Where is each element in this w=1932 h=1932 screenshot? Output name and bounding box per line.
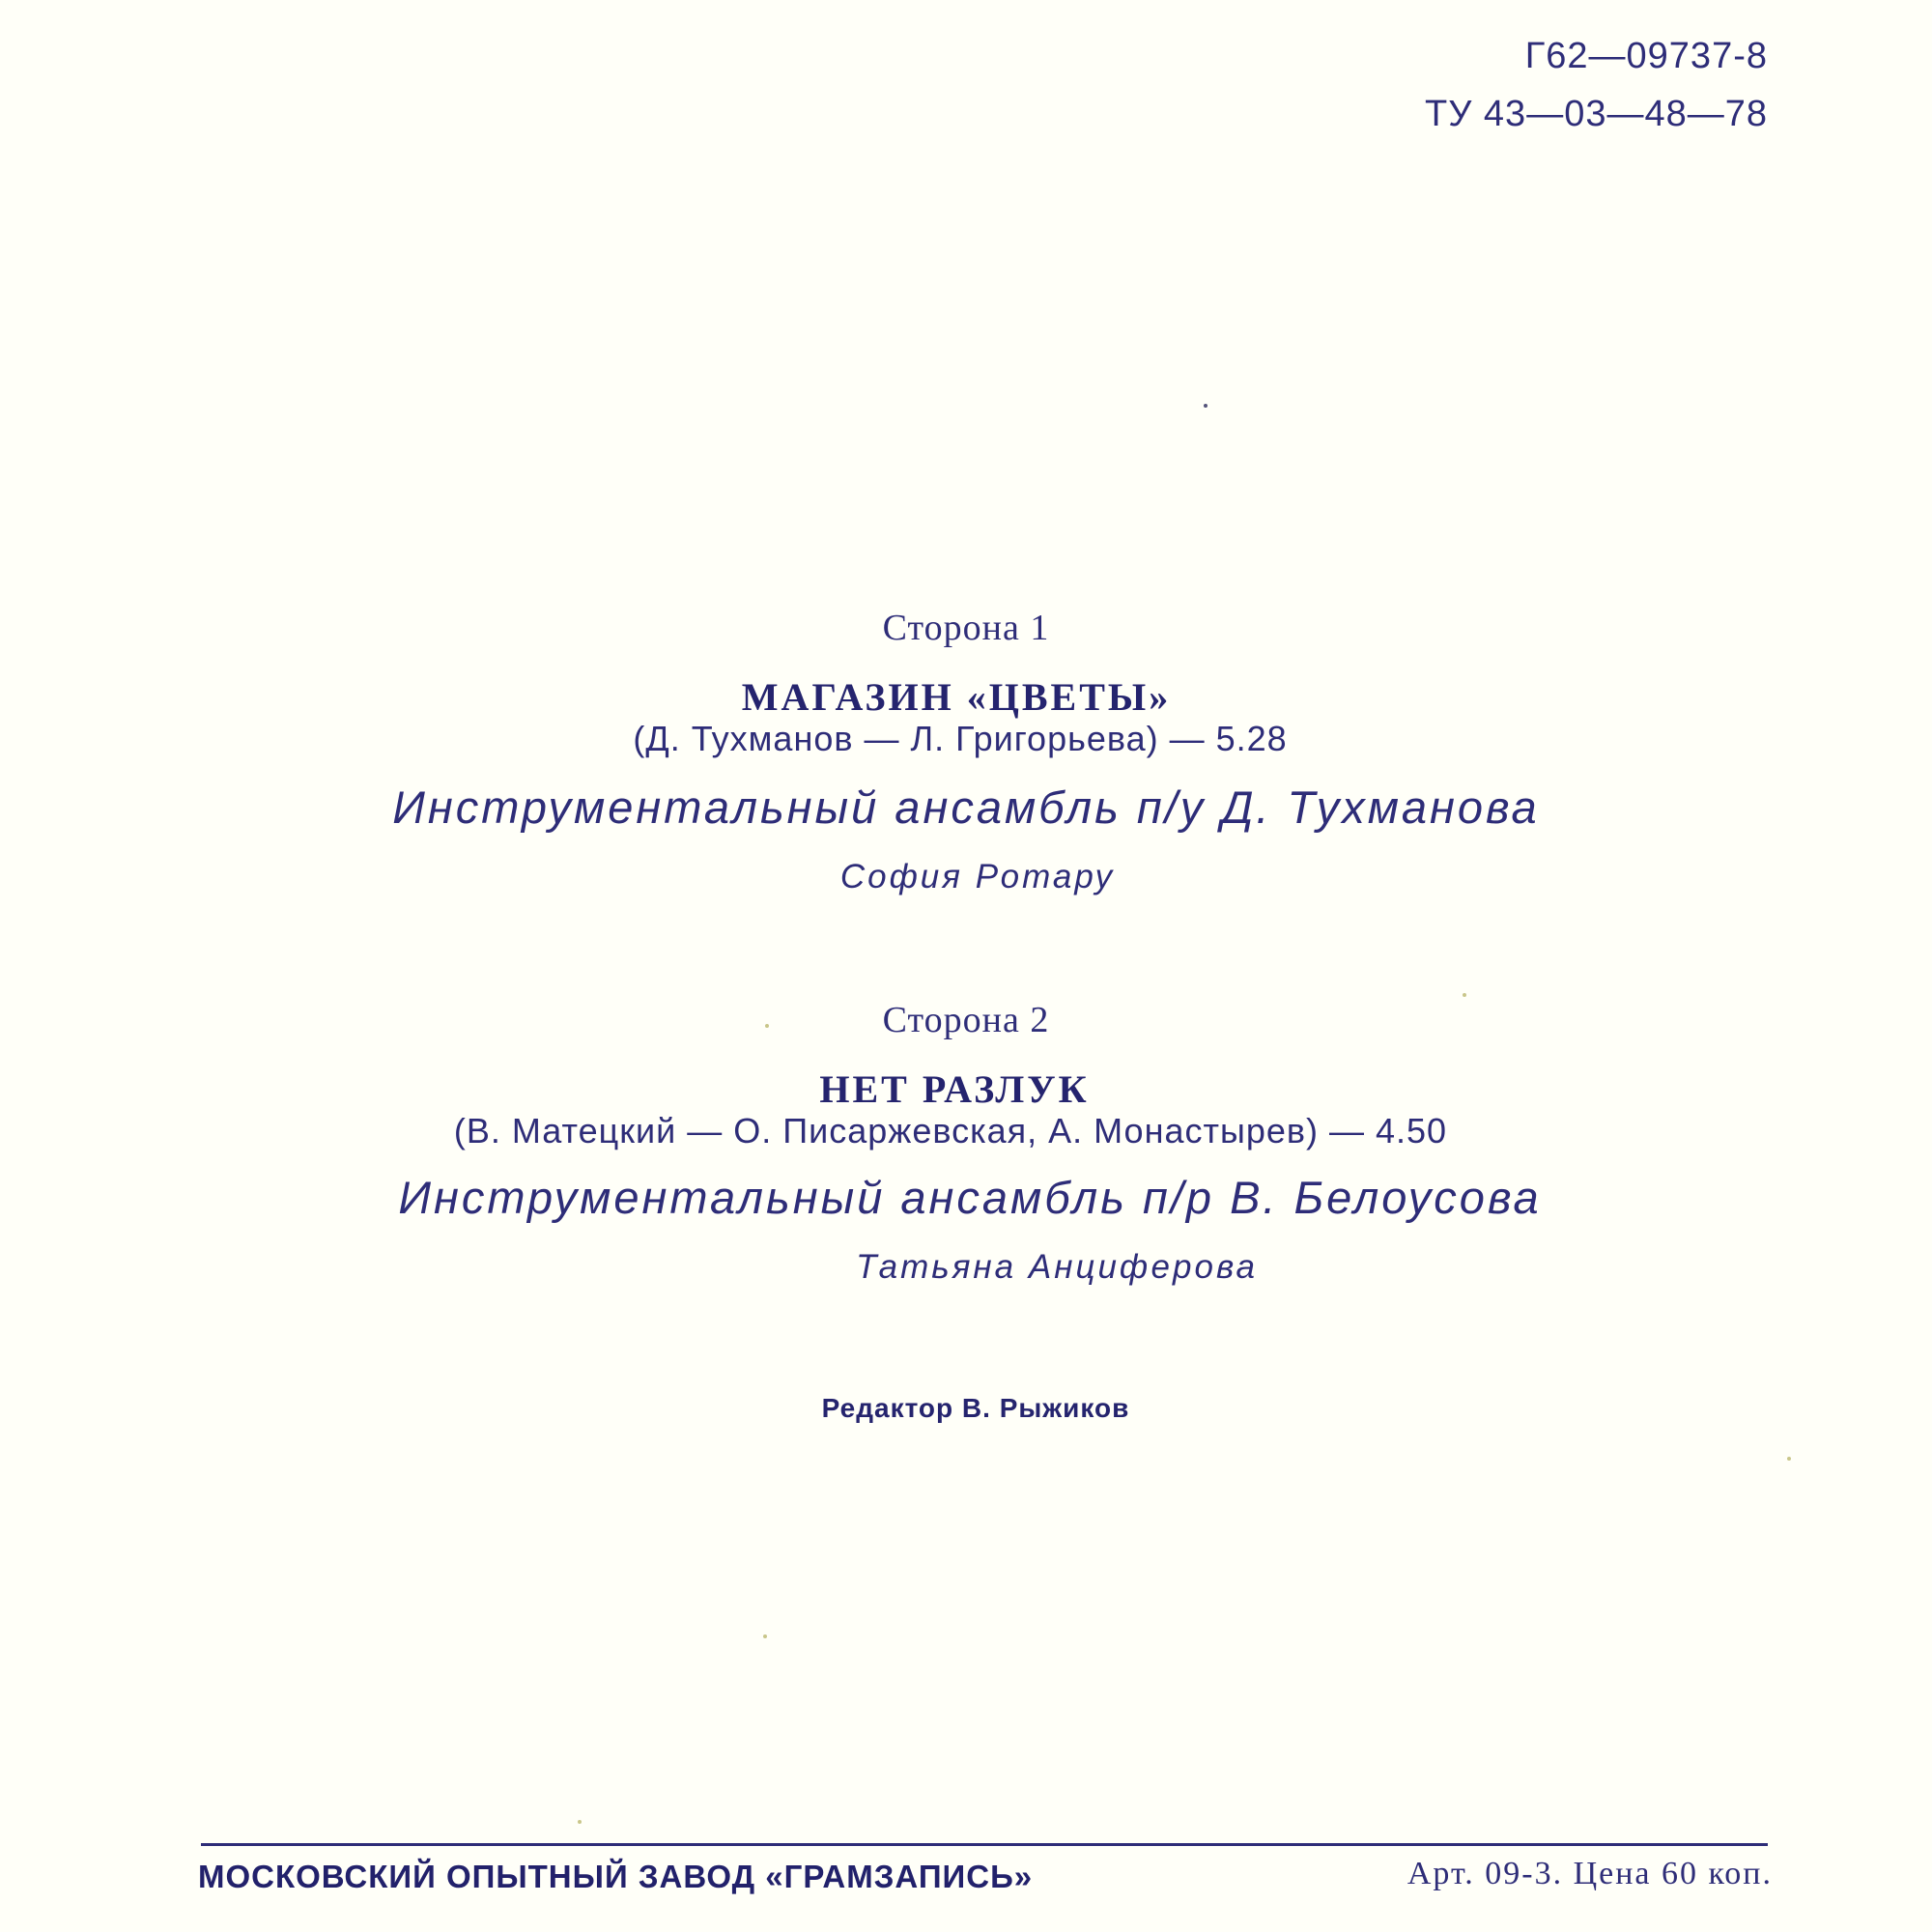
paper-speck xyxy=(1463,993,1466,997)
editor-credit: Редактор В. Рыжиков xyxy=(821,1393,1130,1423)
side2-label: Сторона 2 xyxy=(882,1000,1050,1040)
manufacturer-name: МОСКОВСКИЙ ОПЫТНЫЙ ЗАВОД «ГРАМЗАПИСЬ» xyxy=(198,1859,1034,1894)
paper-speck xyxy=(578,1820,582,1824)
side1-ensemble: Инструментальный ансамбль п/у Д. Тухманова xyxy=(392,781,1540,833)
paper-speck xyxy=(763,1634,767,1638)
technical-standard: ТУ 43—03—48—78 xyxy=(1425,94,1768,134)
footer-divider xyxy=(201,1843,1768,1846)
paper-speck xyxy=(765,1024,769,1028)
side1-label: Сторона 1 xyxy=(882,608,1050,648)
catalog-number: Г62—09737-8 xyxy=(1524,36,1768,76)
side1-song-title: МАГАЗИН «ЦВЕТЫ» xyxy=(741,675,1172,719)
price-article: Арт. 09-3. Цена 60 коп. xyxy=(1406,1856,1773,1891)
side2-credits: (В. Матецкий — О. Писаржевская, А. Монастырев) — 4.50 xyxy=(453,1111,1448,1151)
catalog-info xyxy=(1425,27,1768,143)
side2-song-title: НЕТ РАЗЛУК xyxy=(819,1067,1090,1111)
side2-ensemble: Инструментальный ансамбль п/р В. Белоусова xyxy=(398,1172,1542,1223)
side1-credits: (Д. Тухманов — Л. Григорьева) — 5.28 xyxy=(633,719,1288,758)
paper-speck xyxy=(1204,404,1208,408)
side1-singer: София Ротару xyxy=(839,858,1116,895)
side2-singer: Татьяна Анциферова xyxy=(856,1248,1258,1286)
paper-speck xyxy=(1787,1457,1791,1461)
